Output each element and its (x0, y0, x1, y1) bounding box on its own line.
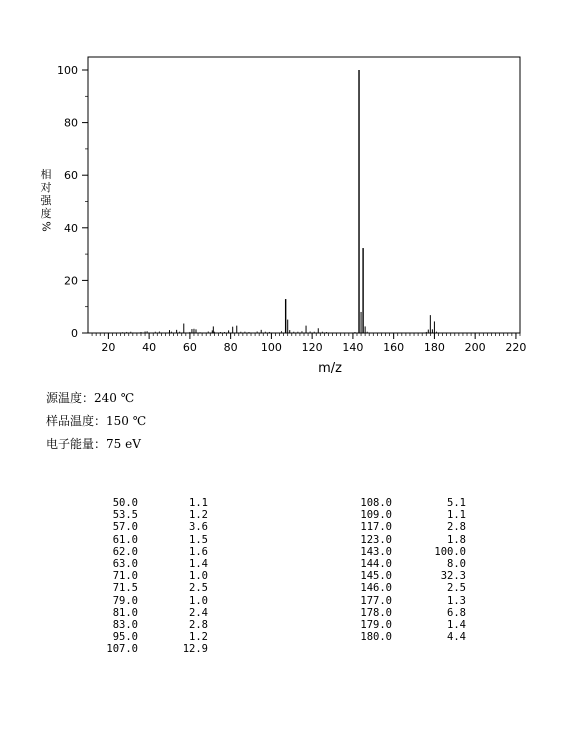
mz-cell: 108.0 (360, 497, 392, 509)
mz-cell: 95.0 (112, 631, 138, 644)
condition-sample-temperature (46, 412, 146, 429)
y-axis-label-char: 度 (40, 207, 52, 220)
mz-cell: 107.0 (106, 643, 138, 656)
condition-value: 75 eV (106, 437, 141, 451)
intensity-cell: 2.4 (189, 606, 208, 619)
mz-cell: 117.0 (360, 521, 392, 534)
x-tick-label: 120 (301, 341, 323, 354)
condition-electron-energy (46, 435, 141, 452)
condition-source-temperature (46, 389, 134, 406)
intensity-cell: 1.4 (447, 618, 466, 631)
intensity-cell: 5.1 (447, 497, 466, 509)
y-axis-label-char: 对 (40, 181, 52, 194)
x-tick-label: 80 (223, 341, 238, 354)
table-row (90, 607, 208, 619)
intensity-cell: 100.0 (434, 545, 466, 558)
table-row (340, 582, 466, 594)
mz-cell: 53.5 (112, 509, 138, 522)
condition-value: 240 ℃ (94, 391, 135, 405)
table-row (90, 595, 208, 607)
table-row (340, 534, 466, 546)
mz-cell: 143.0 (360, 545, 392, 558)
table-row (340, 509, 466, 521)
intensity-cell: 1.5 (189, 533, 208, 546)
table-row (90, 546, 208, 558)
table-row (340, 595, 466, 607)
table-row (90, 619, 208, 631)
chart-axes (57, 57, 526, 354)
mz-cell: 177.0 (360, 594, 392, 607)
mz-cell: 62.0 (112, 545, 138, 558)
mz-cell: 146.0 (360, 582, 392, 595)
y-tick-label: 20 (64, 274, 78, 288)
mz-cell: 144.0 (360, 557, 392, 570)
table-row (90, 509, 208, 521)
intensity-cell: 4.4 (447, 631, 466, 644)
mz-cell: 57.0 (112, 521, 138, 534)
intensity-cell: 1.2 (189, 509, 208, 522)
table-row (90, 534, 208, 546)
mz-cell: 81.0 (112, 606, 138, 619)
intensity-cell: 1.4 (189, 557, 208, 570)
intensity-cell: 1.0 (189, 594, 208, 607)
table-row (90, 631, 208, 643)
mz-cell: 180.0 (360, 631, 392, 644)
table-row (340, 570, 466, 582)
intensity-cell: 2.5 (189, 582, 208, 595)
mz-cell: 63.0 (112, 557, 138, 570)
table-row (340, 631, 466, 643)
mz-cell: 79.0 (112, 594, 138, 607)
y-tick-label: 60 (64, 169, 78, 183)
x-tick-label: 160 (383, 341, 405, 354)
intensity-cell: 3.6 (189, 521, 208, 534)
intensity-cell: 1.8 (447, 533, 466, 546)
condition-label: 源温度： (46, 391, 95, 405)
intensity-cell: 32.3 (440, 570, 466, 583)
table-row (340, 619, 466, 631)
peak-table-left (90, 497, 208, 655)
table-row (90, 582, 208, 594)
y-axis-label-char: 相 (40, 168, 52, 181)
x-tick-label: 20 (101, 341, 116, 354)
mz-cell: 179.0 (360, 618, 392, 631)
table-row (90, 570, 208, 582)
mz-cell: 50.0 (112, 497, 138, 509)
mz-cell: 71.5 (112, 582, 138, 595)
condition-value: 150 ℃ (106, 414, 147, 428)
x-tick-label: 100 (260, 341, 282, 354)
condition-label: 样品温度： (46, 414, 107, 428)
mz-cell: 109.0 (360, 509, 392, 522)
table-row (90, 643, 208, 655)
y-axis-label-char: 强 (40, 194, 52, 207)
x-tick-label: 60 (182, 341, 197, 354)
table-row (90, 497, 208, 509)
intensity-cell: 2.5 (447, 582, 466, 595)
mz-cell: 71.0 (112, 570, 138, 583)
intensity-cell: 1.2 (189, 631, 208, 644)
intensity-cell: 1.1 (189, 497, 208, 509)
table-row (340, 497, 466, 509)
intensity-cell: 1.0 (189, 570, 208, 583)
mz-cell: 61.0 (112, 533, 138, 546)
mz-cell: 123.0 (360, 533, 392, 546)
intensity-cell: 2.8 (189, 618, 208, 631)
table-row (340, 558, 466, 570)
intensity-cell: 6.8 (447, 606, 466, 619)
intensity-cell: 1.3 (447, 594, 466, 607)
x-tick-label: 40 (142, 341, 157, 354)
table-row (340, 546, 466, 558)
y-tick-label: 80 (64, 116, 78, 130)
intensity-cell: 1.6 (189, 545, 208, 558)
y-axis-unit: % (39, 221, 53, 232)
peak-table-right (340, 497, 466, 643)
intensity-cell: 1.1 (447, 509, 466, 522)
intensity-cell: 2.8 (447, 521, 466, 534)
x-tick-label: 200 (464, 341, 486, 354)
table-row (340, 521, 466, 533)
mz-cell: 178.0 (360, 606, 392, 619)
plot-frame (88, 57, 520, 333)
chart-peaks (123, 70, 437, 333)
y-tick-label: 0 (71, 327, 78, 340)
x-tick-label: 180 (423, 341, 445, 354)
table-row (340, 607, 466, 619)
x-tick-label: 220 (505, 341, 527, 354)
table-row (90, 558, 208, 570)
y-tick-label: 100 (57, 64, 78, 77)
x-tick-label: 140 (342, 341, 364, 354)
y-tick-label: 40 (64, 221, 78, 235)
mz-cell: 145.0 (360, 570, 392, 583)
intensity-cell: 8.0 (447, 557, 466, 570)
mz-cell: 83.0 (112, 618, 138, 631)
x-axis-label: m/z (318, 361, 342, 376)
table-row (90, 521, 208, 533)
intensity-cell: 12.9 (182, 643, 208, 656)
condition-label: 电子能量： (46, 437, 107, 451)
y-axis-label (38, 168, 54, 233)
